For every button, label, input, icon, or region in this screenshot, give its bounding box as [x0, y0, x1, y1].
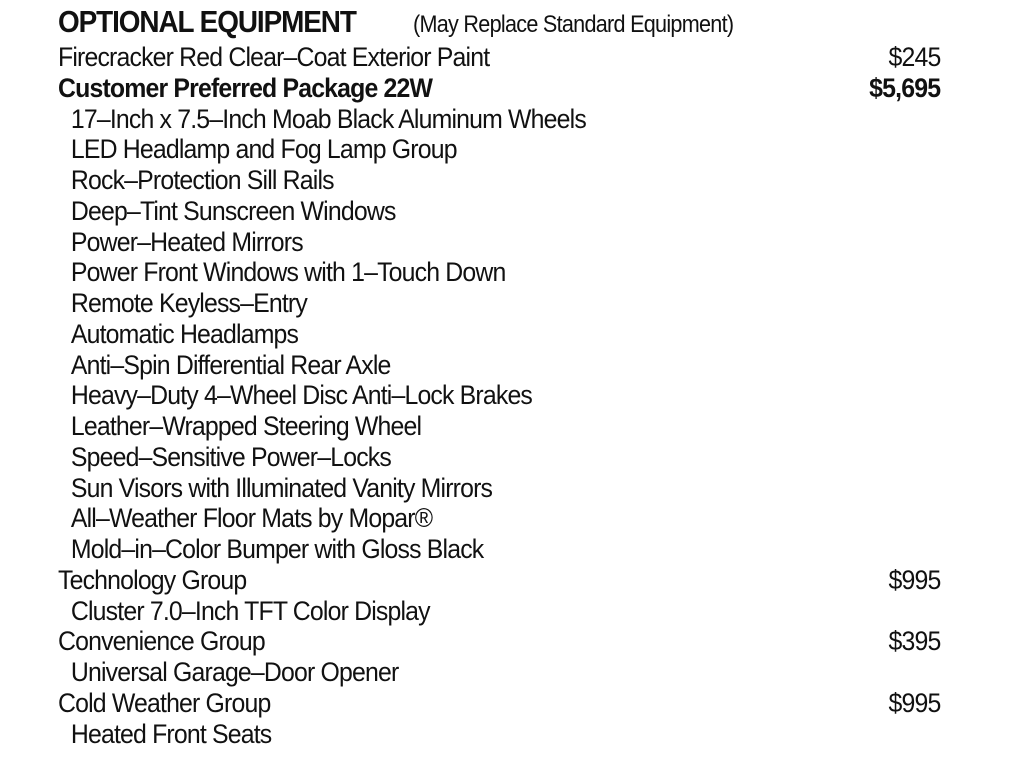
feature-label: Leather–Wrapped Steering Wheel	[70, 411, 422, 441]
package-feature-row	[58, 288, 940, 319]
section-heading	[58, 4, 940, 42]
feature-label: Speed–Sensitive Power–Locks	[70, 441, 391, 472]
package-feature-row	[58, 411, 940, 442]
feature-label: Sun Visors with Illuminated Vanity Mirrors	[70, 472, 493, 503]
option-label: Technology Group	[58, 564, 247, 595]
feature-label: Power Front Windows with 1–Touch Down	[70, 257, 506, 288]
option-label: Cold Weather Group	[58, 687, 271, 718]
option-label: Customer Preferred Package 22W	[58, 72, 433, 103]
package-feature-row	[58, 134, 940, 165]
feature-label: Universal Garage–Door Opener	[70, 657, 399, 687]
option-label: Convenience Group	[58, 626, 265, 657]
package-feature-row	[58, 196, 940, 227]
package-feature-row	[58, 503, 940, 534]
package-feature-row	[58, 380, 940, 411]
package-feature-row	[58, 350, 940, 381]
option-row	[58, 626, 940, 657]
section-note: (May Replace Standard Equipment)	[413, 11, 734, 38]
feature-label: Heavy–Duty 4–Wheel Disc Anti–Lock Brakes	[70, 380, 533, 411]
option-row	[58, 688, 940, 719]
option-row	[58, 73, 940, 104]
package-feature-row	[58, 657, 940, 688]
option-price: $5,695	[868, 72, 940, 103]
option-row	[58, 42, 940, 73]
optional-equipment-sheet	[58, 4, 940, 749]
option-price: $395	[888, 626, 940, 657]
option-label: Firecracker Red Clear–Coat Exterior Paint	[58, 42, 490, 72]
equipment-list	[58, 42, 940, 749]
package-feature-row	[58, 319, 940, 350]
feature-label: Deep–Tint Sunscreen Windows	[70, 195, 396, 226]
package-feature-row	[58, 227, 940, 258]
feature-label: LED Headlamp and Fog Lamp Group	[70, 134, 457, 165]
option-row	[58, 565, 940, 596]
feature-label: Heated Front Seats	[70, 718, 272, 749]
package-feature-row	[58, 257, 940, 288]
feature-label: Remote Keyless–Entry	[70, 288, 307, 318]
package-feature-row	[58, 442, 940, 473]
feature-label: Cluster 7.0–Inch TFT Color Display	[70, 595, 430, 626]
package-feature-row	[58, 473, 940, 504]
option-price: $995	[888, 564, 940, 595]
feature-label: Anti–Spin Differential Rear Axle	[70, 349, 391, 380]
package-feature-row	[58, 596, 940, 627]
package-feature-row	[58, 719, 940, 750]
section-title: OPTIONAL EQUIPMENT	[58, 4, 356, 39]
option-price: $245	[888, 42, 940, 72]
feature-label: Power–Heated Mirrors	[70, 226, 303, 257]
package-feature-row	[58, 104, 940, 135]
option-price: $995	[888, 687, 940, 718]
package-feature-row	[58, 534, 940, 565]
feature-label: Automatic Headlamps	[70, 318, 299, 349]
feature-label: Mold–in–Color Bumper with Gloss Black	[70, 534, 484, 564]
feature-label: 17–Inch x 7.5–Inch Moab Black Aluminum Wheels	[70, 103, 586, 134]
feature-label: Rock–Protection Sill Rails	[70, 165, 334, 195]
feature-label: All–Weather Floor Mats by Mopar®	[70, 503, 433, 534]
package-feature-row	[58, 165, 940, 196]
